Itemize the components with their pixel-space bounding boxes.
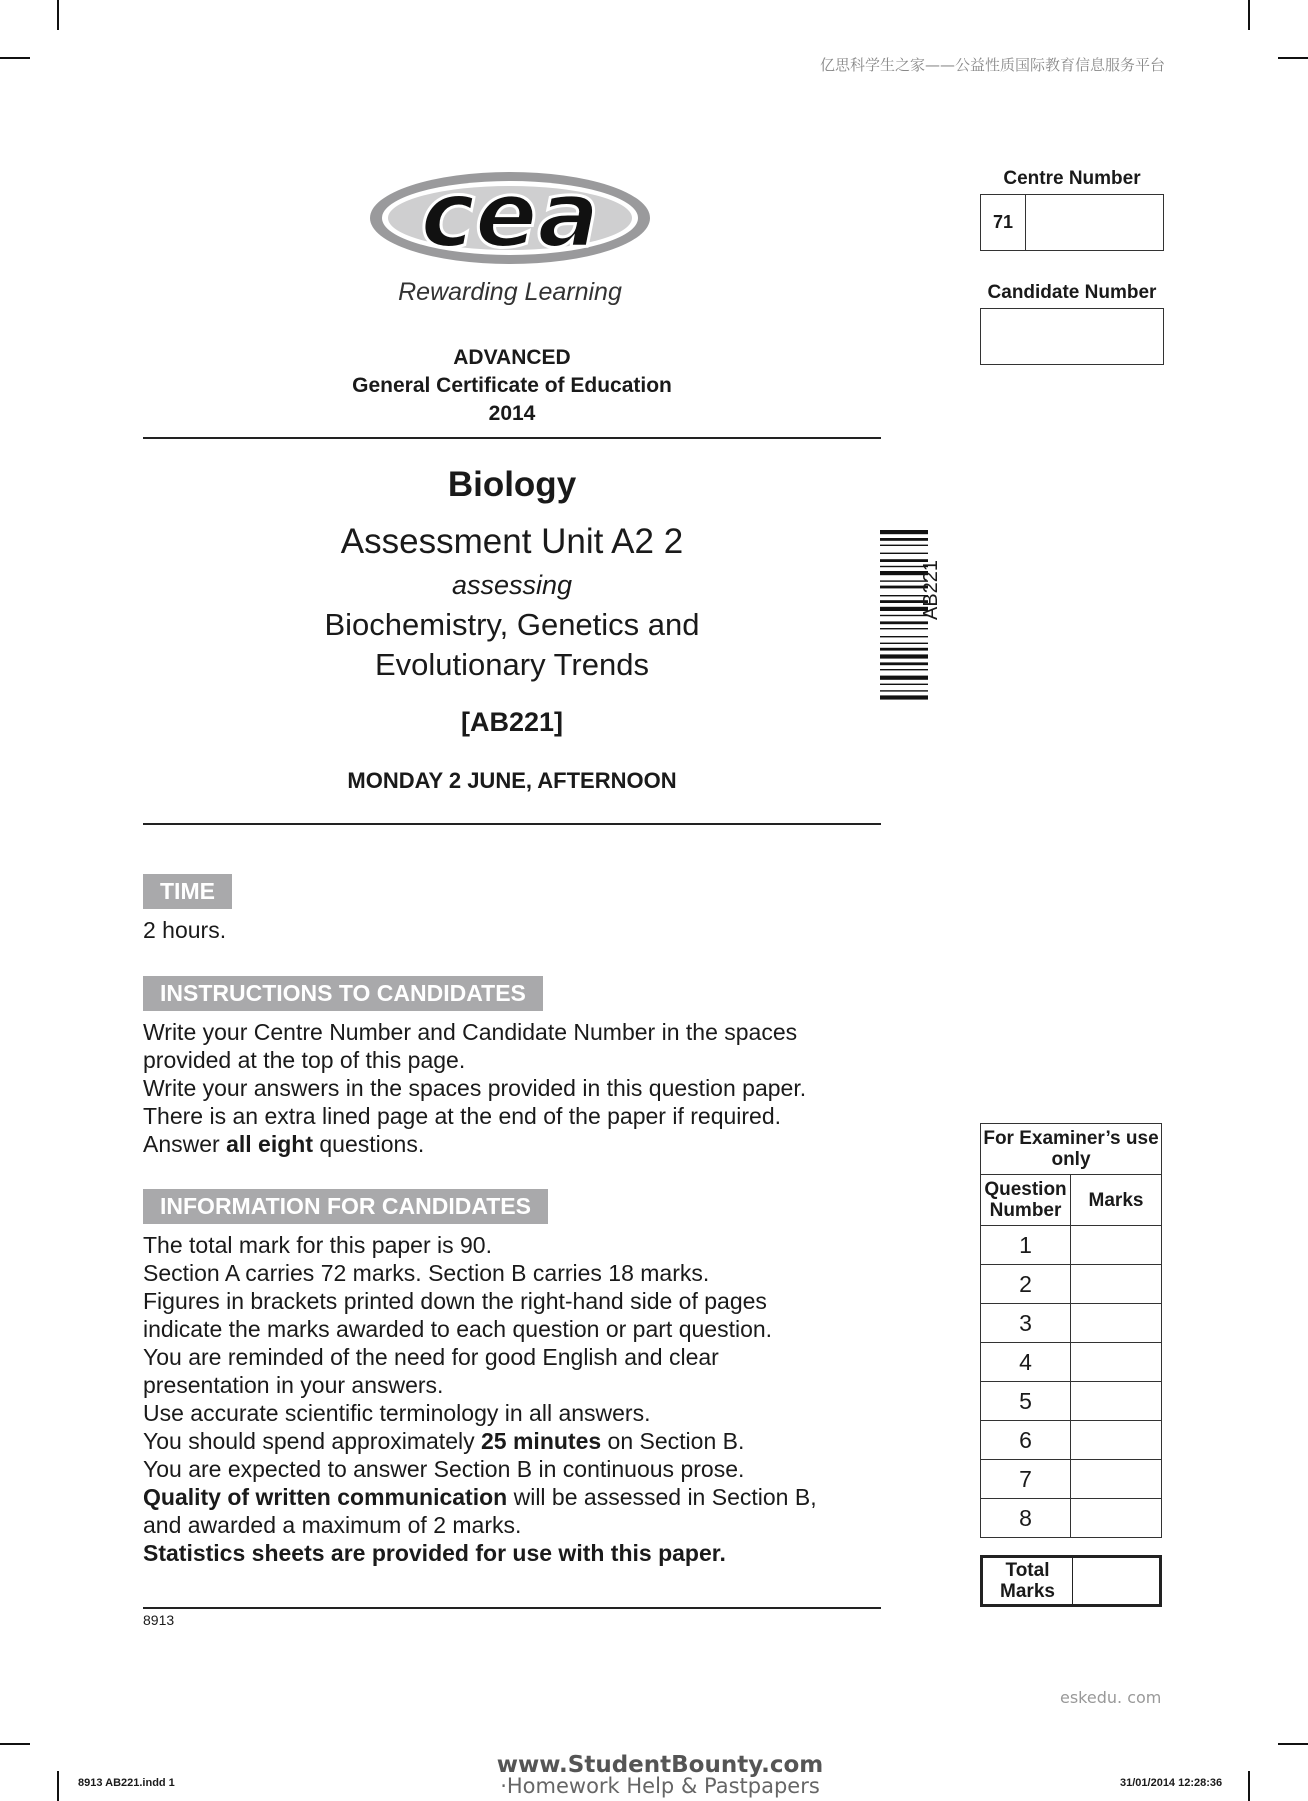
info-line: indicate the marks awarded to each question or part question. xyxy=(143,1316,773,1342)
instruction-line: There is an extra lined page at the end of the paper if required. xyxy=(143,1103,782,1129)
info-line: Section A carries 72 marks. Section B carries 18 marks. xyxy=(143,1260,710,1286)
barcode-label: AB221 xyxy=(920,559,942,620)
print-slug-file: 8913 AB221.indd 1 xyxy=(78,1777,175,1789)
topic-line-2: Evolutionary Trends xyxy=(375,647,649,682)
barcode-bar xyxy=(880,684,928,685)
marks-cell[interactable] xyxy=(1071,1460,1162,1499)
instruction-line: Write your Centre Number and Candidate Number in the spaces xyxy=(143,1019,798,1045)
info-line: and awarded a maximum of 2 marks. xyxy=(143,1512,522,1538)
barcode-bar xyxy=(880,643,928,644)
unit-title: Assessment Unit A2 2 xyxy=(340,522,684,561)
barcode-bar xyxy=(880,538,928,541)
year-text: 2014 xyxy=(488,402,536,425)
marks-cell[interactable] xyxy=(1071,1421,1162,1460)
time-heading: TIME xyxy=(143,874,232,909)
question-number-cell: 6 xyxy=(981,1421,1071,1460)
barcode-bar xyxy=(880,553,928,554)
examiner-row xyxy=(981,1421,1162,1460)
time-value: 2 hours. xyxy=(143,917,227,943)
eskedu-watermark: eskedu. com xyxy=(1060,1688,1162,1707)
info-line: You should spend approximately 25 minutes on Section B. xyxy=(143,1428,745,1454)
information-heading: INFORMATION FOR CANDIDATES xyxy=(143,1189,548,1224)
examiner-title: For Examiner’s use only xyxy=(981,1124,1162,1175)
centre-number-field[interactable] xyxy=(980,194,1164,251)
question-number-cell: 1 xyxy=(981,1226,1071,1265)
top-watermark: 亿思科学生之家——公益性质国际教育信息服务平台 xyxy=(819,56,1165,74)
crop-mark xyxy=(1248,1771,1250,1801)
instruction-line: provided at the top of this page. xyxy=(143,1047,466,1073)
centre-number-prefix: 71 xyxy=(981,195,1026,250)
examiner-row xyxy=(981,1460,1162,1499)
barcode-bar xyxy=(880,628,928,629)
examiner-row xyxy=(981,1304,1162,1343)
barcode-bar xyxy=(880,545,928,546)
info-line: Statistics sheets are provided for use with this paper. xyxy=(143,1540,726,1566)
total-marks-label: Total Marks xyxy=(983,1558,1073,1604)
question-number-cell: 7 xyxy=(981,1460,1071,1499)
barcode-bar xyxy=(880,654,928,658)
studentbounty-url: www.StudentBounty.com xyxy=(496,1752,824,1778)
marks-cell[interactable] xyxy=(1071,1226,1162,1265)
paper-code: [AB221] xyxy=(460,707,564,737)
divider xyxy=(143,437,881,439)
question-number-cell: 8 xyxy=(981,1499,1071,1538)
examiner-row xyxy=(981,1226,1162,1265)
question-number-cell: 4 xyxy=(981,1343,1071,1382)
marks-header: Marks xyxy=(1071,1175,1162,1226)
marks-cell[interactable] xyxy=(1071,1343,1162,1382)
info-line: Quality of written communication will be assessed in Section B, xyxy=(143,1484,817,1510)
divider xyxy=(143,823,881,825)
info-line: The total mark for this paper is 90. xyxy=(143,1232,492,1258)
crop-mark xyxy=(57,0,59,30)
instructions-heading: INSTRUCTIONS TO CANDIDATES xyxy=(143,976,543,1011)
question-number-header: Question Number xyxy=(981,1175,1071,1226)
logo-tagline: Rewarding Learning xyxy=(398,278,622,306)
qualification-text: General Certificate of Education xyxy=(352,374,672,397)
marks-cell[interactable] xyxy=(1071,1382,1162,1421)
assessing-text: assessing xyxy=(451,570,573,600)
question-number-cell: 2 xyxy=(981,1265,1071,1304)
crop-mark xyxy=(1278,1743,1308,1745)
crop-mark xyxy=(1278,57,1308,59)
examiner-row xyxy=(981,1499,1162,1538)
barcode-bar xyxy=(880,662,928,665)
question-number-cell: 3 xyxy=(981,1304,1071,1343)
crop-mark xyxy=(0,57,30,59)
info-line: presentation in your answers. xyxy=(143,1372,444,1398)
barcode-bar xyxy=(880,695,928,699)
instruction-line: Write your answers in the spaces provided in this question paper. xyxy=(143,1075,807,1101)
information-text xyxy=(143,1231,893,1567)
barcode-bar xyxy=(880,648,928,651)
examiner-row xyxy=(981,1382,1162,1421)
crop-mark xyxy=(57,1771,59,1801)
question-number-cell: 5 xyxy=(981,1382,1071,1421)
crop-mark xyxy=(1248,0,1250,30)
info-line: You are reminded of the need for good English and clear xyxy=(143,1344,719,1370)
examiner-row xyxy=(981,1265,1162,1304)
cea-logo xyxy=(360,168,660,268)
print-slug-date: 31/01/2014 12:28:36 xyxy=(1120,1777,1223,1789)
barcode-bar xyxy=(880,676,928,680)
candidate-number-field[interactable] xyxy=(980,308,1164,365)
marks-cell[interactable] xyxy=(1071,1304,1162,1343)
instruction-line: Answer all eight questions. xyxy=(143,1131,425,1157)
candidate-number-label: Candidate Number xyxy=(987,282,1157,303)
barcode-bar xyxy=(880,669,928,670)
topic-line-1: Biochemistry, Genetics and xyxy=(324,607,700,642)
level-text: ADVANCED xyxy=(453,346,571,369)
barcode-bar xyxy=(880,621,928,624)
information-heading-box xyxy=(143,1189,548,1224)
crop-mark xyxy=(0,1743,30,1745)
marks-cell[interactable] xyxy=(1071,1499,1162,1538)
exam-date: MONDAY 2 JUNE, AFTERNOON xyxy=(347,768,677,793)
info-line: Figures in brackets printed down the right-hand side of pages xyxy=(143,1288,767,1314)
marks-cell[interactable] xyxy=(1071,1265,1162,1304)
total-marks-box xyxy=(980,1555,1162,1607)
footer-paper-code: 8913 xyxy=(143,1612,175,1628)
subject-title: Biology xyxy=(447,465,577,504)
examiner-row xyxy=(981,1343,1162,1382)
studentbounty-tagline: ·Homework Help & Pastpapers xyxy=(500,1774,820,1798)
divider xyxy=(143,1607,881,1609)
examiner-table xyxy=(980,1123,1162,1538)
info-line: You are expected to answer Section B in continuous prose. xyxy=(143,1456,745,1482)
barcode-bar xyxy=(880,636,928,637)
centre-number-label: Centre Number xyxy=(1003,168,1141,189)
barcode-bar xyxy=(880,690,928,691)
instructions-text xyxy=(143,1018,893,1158)
time-heading-box xyxy=(143,874,232,909)
info-line: Use accurate scientific terminology in all answers. xyxy=(143,1400,651,1426)
barcode-bar xyxy=(880,530,928,534)
instructions-heading-box xyxy=(143,976,543,1011)
logo-text: cea xyxy=(420,168,600,268)
